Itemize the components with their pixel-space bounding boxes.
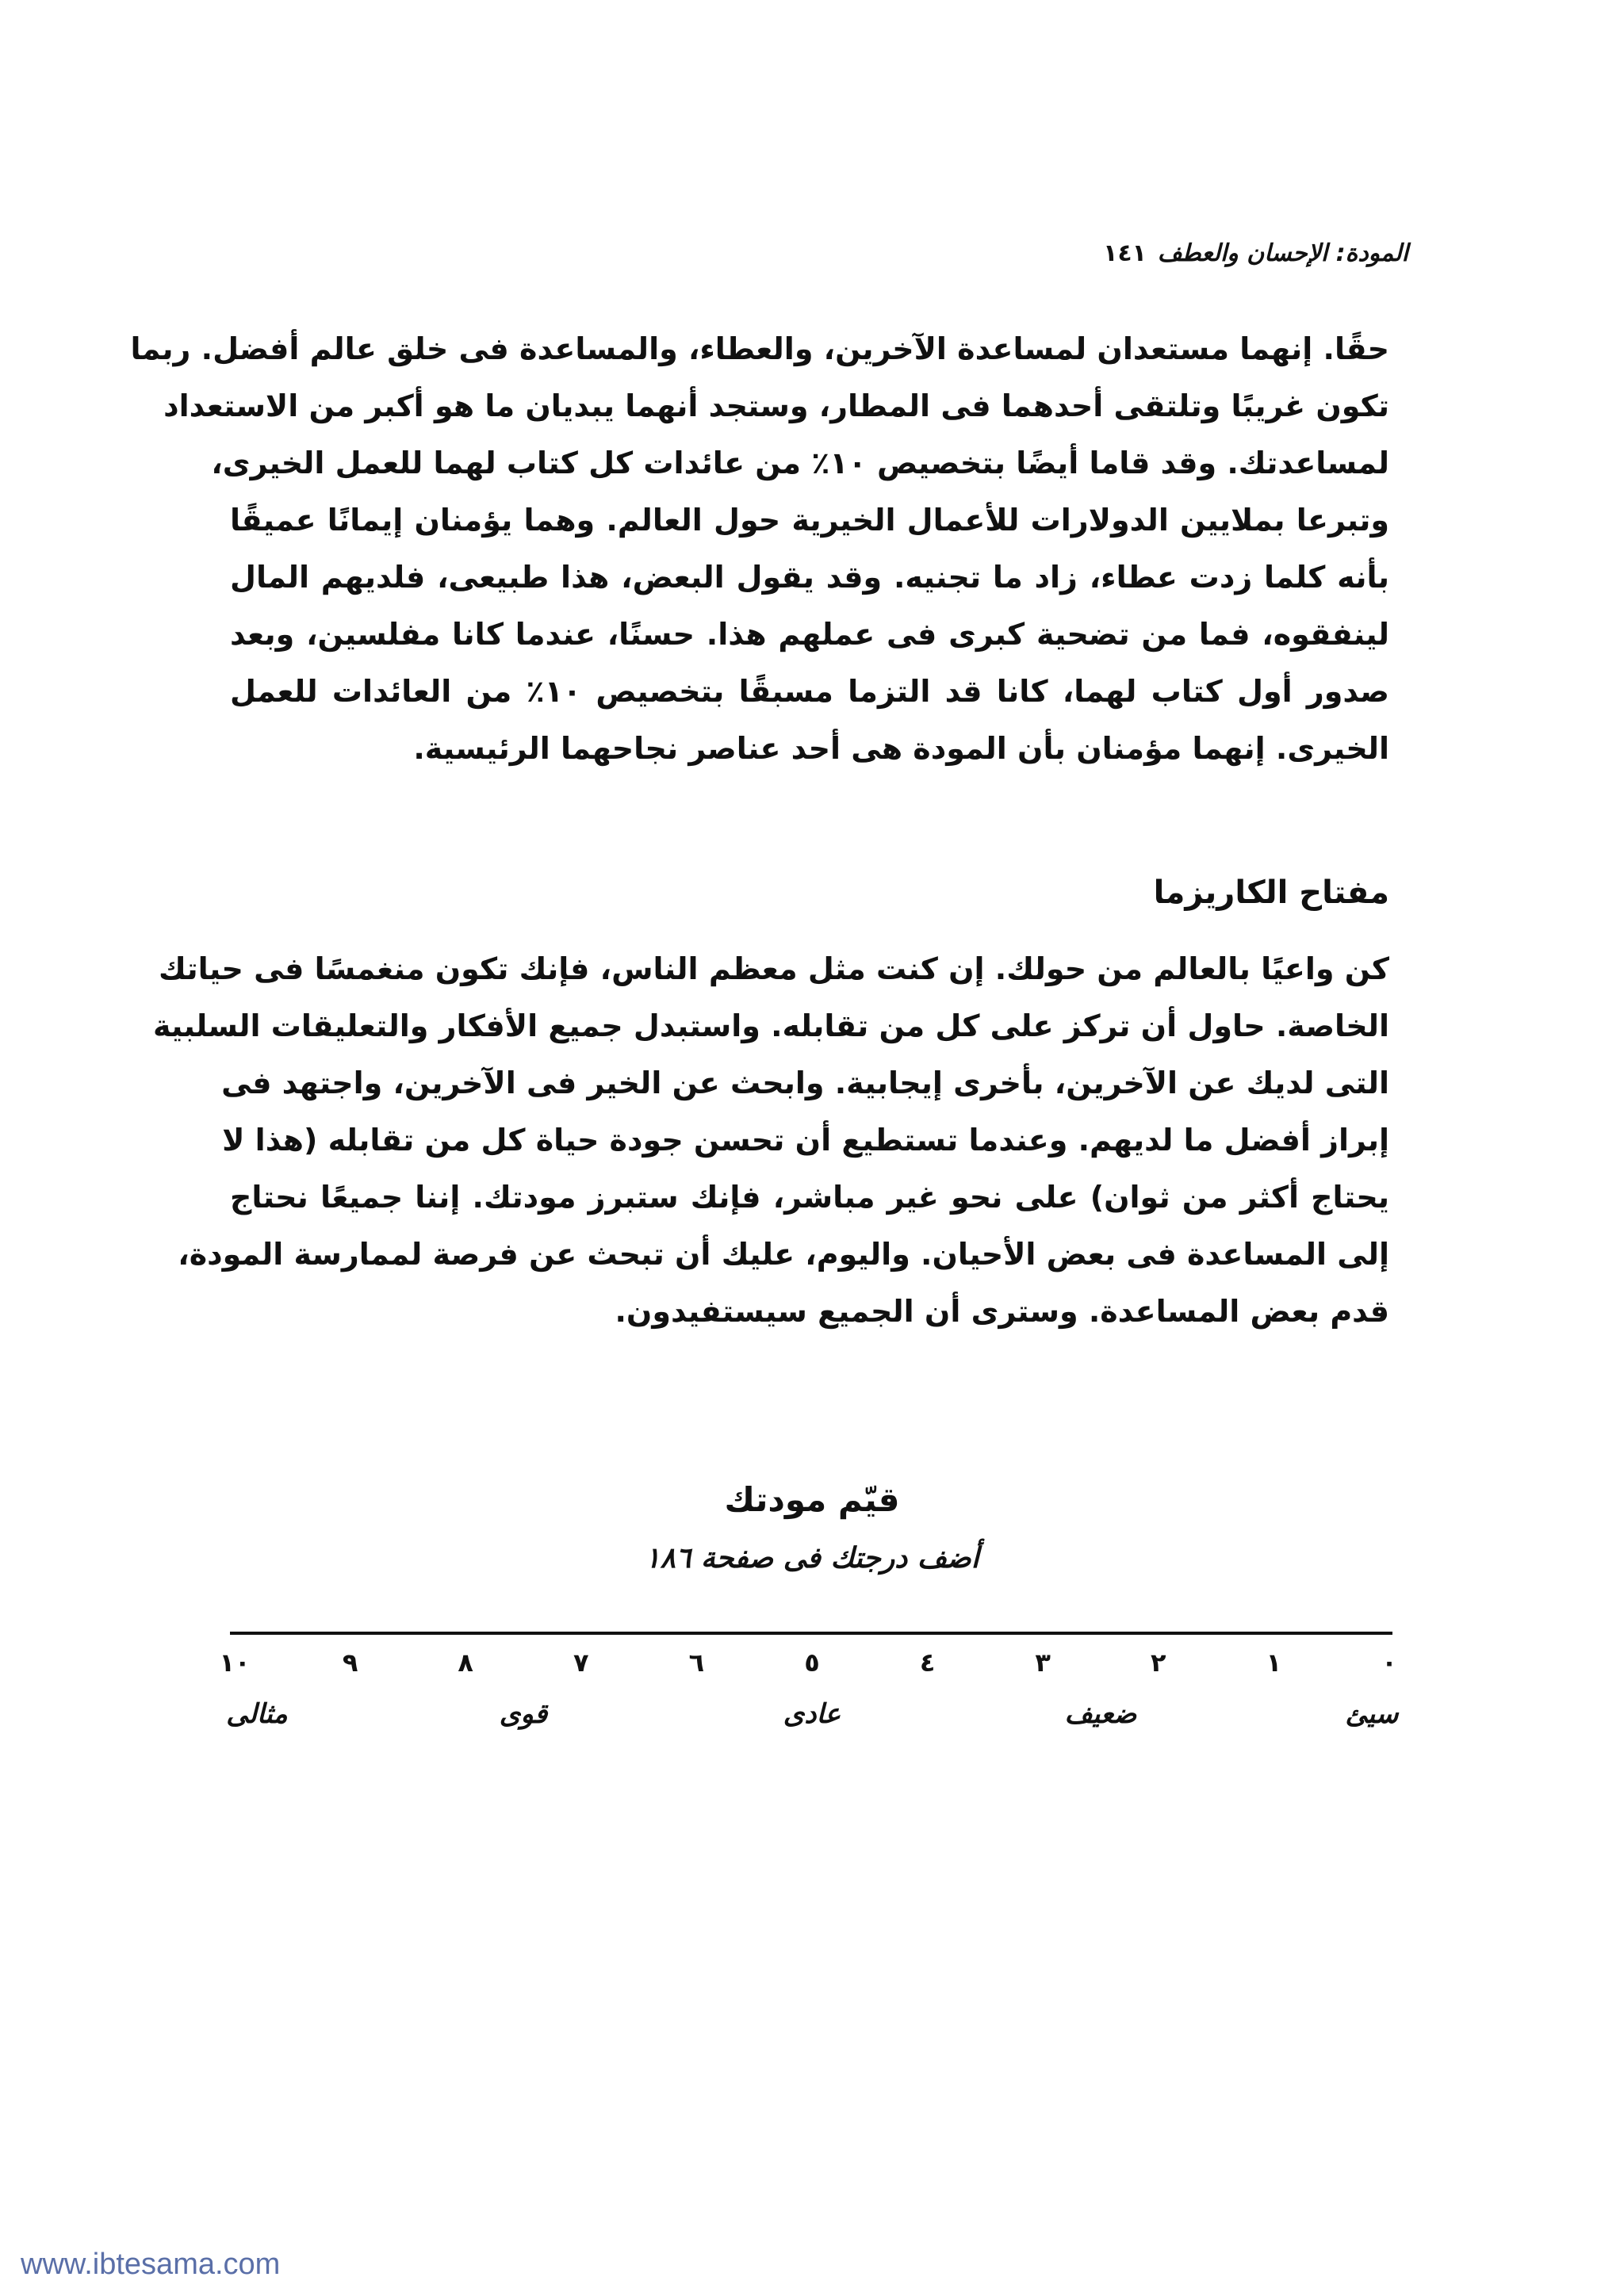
text-line: إلى المساعدة فى بعض الأحيان. واليوم، عليك أن تبحث عن فرصة لممارسة المودة، <box>178 1237 1389 1272</box>
text-line: صدور أول كتاب لهما، كانا قد التزما مسبقًا بتخصيص ١٠٪ من العائدات للعمل <box>230 674 1390 709</box>
page-number: ١٤١ <box>1103 239 1147 267</box>
scale-label: ضعيف <box>1064 1698 1137 1730</box>
running-header-title: المودة: الإحسان والعطف <box>1157 239 1408 267</box>
scale-number: ٩ <box>342 1647 358 1678</box>
text-line: الخيرى. إنهما مؤمنان بأن المودة هى أحد عناصر نجاحهما الرئيسية. <box>413 731 1389 766</box>
scale-number: ٠ <box>1381 1647 1397 1678</box>
text-line: إبراز أفضل ما لديهم. وعندما تستطيع أن تحسن جودة حياة كل من تقابله (هذا لا <box>222 1123 1389 1158</box>
running-header <box>213 232 1408 279</box>
rating-subtitle: أضف درجتك فى صفحة ١٨٦ <box>645 1542 979 1575</box>
watermark-url: www.ibtesama.com <box>21 2248 281 2281</box>
text-line: تكون غريبًا وتلتقى أحدهما فى المطار، وستجد أنهما يبديان ما هو أكبر من الاستعداد <box>163 388 1389 423</box>
text-line: يحتاج أكثر من ثوان) على نحو غير مباشر، فإنك ستبرز مودتك. إننا جميعًا نحتاج <box>230 1180 1389 1215</box>
scale-number: ١٠ <box>219 1647 251 1678</box>
scale-number: ٣ <box>1035 1647 1051 1678</box>
text-line: كن واعيًا بالعالم من حولك. إن كنت مثل معظم الناس، فإنك تكون منغمسًا فى حياتك <box>159 951 1389 986</box>
scale-label: مثالى <box>226 1698 288 1730</box>
rating-title: قيّم مودتك <box>724 1480 900 1519</box>
section-heading: مفتاح الكاريزما <box>1153 874 1389 911</box>
text-line: بأنه كلما زدت عطاء، زاد ما تجنيه. وقد يقول البعض، هذا طبيعى، فلديهم المال <box>230 560 1389 595</box>
paragraph-2 <box>152 940 1389 1340</box>
scale-label: سيئ <box>1345 1698 1399 1730</box>
scale-number: ٥ <box>804 1647 820 1678</box>
text-line: لمساعدتك. وقد قاما أيضًا بتخصيص ١٠٪ من عائدات كل كتاب لهما للعمل الخيرى، <box>211 446 1389 480</box>
paragraph-1 <box>130 320 1390 777</box>
scale-label: قوى <box>499 1698 548 1730</box>
scale-number: ٨ <box>458 1647 473 1678</box>
text-line: التى لديك عن الآخرين، بأخرى إيجابية. وابحث عن الخير فى الآخرين، واجتهد فى <box>221 1066 1389 1100</box>
text-line: لينفقوه، فما من تضحية كبرى فى عملهم هذا. حسنًا، عندما كانا مفلسين، وبعد <box>230 617 1389 652</box>
text-line: الخاصة. حاول أن تركز على كل من تقابله. واستبدل جميع الأفكار والتعليقات السلبية <box>152 1008 1389 1043</box>
scale-label: عادى <box>783 1698 841 1730</box>
text-line: قدم بعض المساعدة. وسترى أن الجميع سيستفيدون. <box>615 1294 1389 1329</box>
text-line: وتبرعا بملايين الدولارات للأعمال الخيرية حول العالم. وهما يؤمنان إيمانًا عميقًا <box>230 503 1389 538</box>
scale-number: ٧ <box>573 1647 589 1678</box>
scale-number: ٦ <box>688 1647 705 1678</box>
scale-number: ١ <box>1266 1647 1282 1678</box>
rating-scale-line <box>230 1632 1392 1635</box>
scale-number: ٤ <box>919 1647 936 1678</box>
text-line: حقًا. إنهما مستعدان لمساعدة الآخرين، والعطاء، والمساعدة فى خلق عالم أفضل. ربما <box>130 331 1389 366</box>
scale-number: ٢ <box>1151 1647 1166 1678</box>
